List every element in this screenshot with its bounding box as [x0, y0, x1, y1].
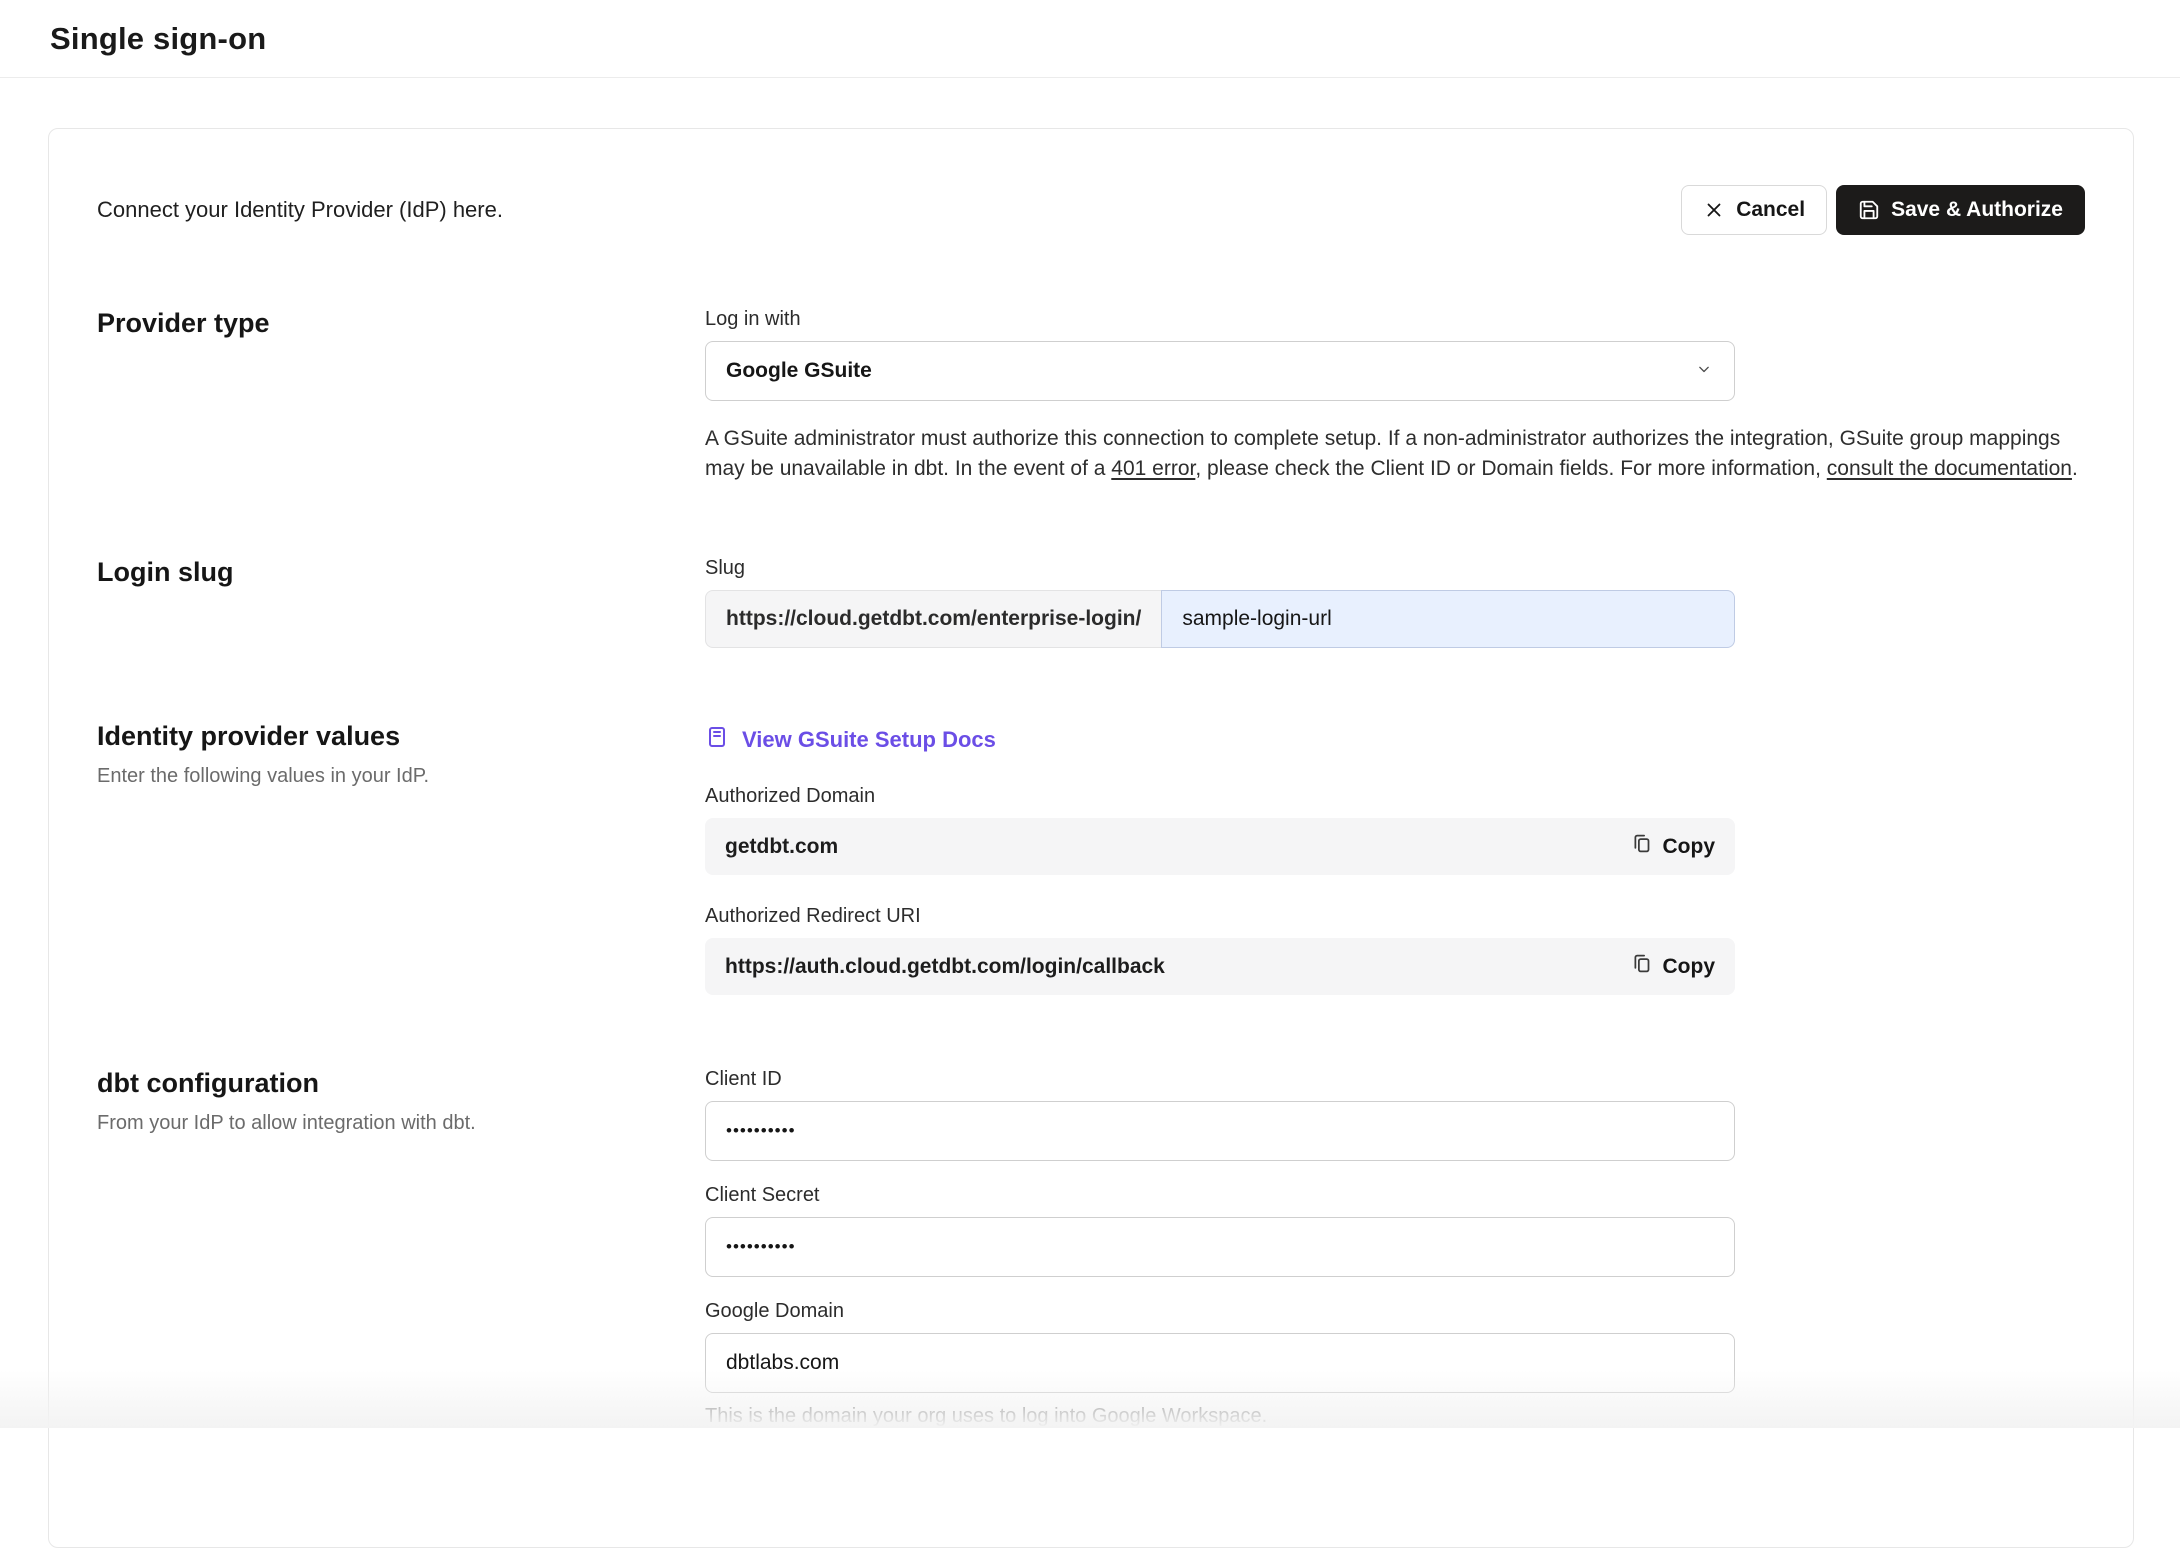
client-id-field[interactable]: [705, 1101, 1735, 1161]
provider-help-text: [705, 424, 2085, 484]
client-id-label: Client ID: [705, 1068, 2085, 1091]
chevron-down-icon: [1694, 359, 1714, 384]
slug-input-group: [705, 590, 1735, 648]
slug-label: Slug: [705, 557, 2085, 580]
section-login-slug: [97, 557, 2085, 648]
copy-button-label: Copy: [1663, 835, 1716, 859]
provider-select-value: Google GSuite: [726, 359, 872, 383]
help-text-part1: A GSuite administrator must authorize this connection to complete setup. If a non-administrator authorizes the integration, GSuite group mappings may be unavailable in dbt. In the event of a: [705, 427, 2060, 480]
authorized-domain-box: [705, 818, 1735, 875]
sso-settings-card: [48, 128, 2134, 1548]
google-domain-help-text: This is the domain your org uses to log into Google Workspace.: [705, 1405, 2085, 1428]
login-with-label: Log in with: [705, 308, 2085, 331]
link-consult-documentation[interactable]: consult the documentation: [1827, 457, 2072, 480]
idp-values-heading: Identity provider values: [97, 721, 675, 752]
view-gsuite-docs-label: View GSuite Setup Docs: [742, 727, 996, 753]
link-401-error[interactable]: 401 error: [1111, 457, 1195, 480]
section-provider-type: [97, 308, 2085, 484]
save-icon: [1858, 199, 1880, 221]
dbt-configuration-heading: dbt configuration: [97, 1068, 675, 1099]
save-authorize-button[interactable]: [1836, 185, 2085, 235]
intro-text: Connect your Identity Provider (IdP) here.: [97, 197, 503, 223]
provider-select[interactable]: [705, 341, 1735, 401]
page-header: [0, 0, 2180, 78]
document-icon: [705, 725, 729, 755]
intro-row: [97, 185, 2085, 235]
copy-authorized-redirect-button[interactable]: [1631, 953, 1716, 980]
google-domain-field[interactable]: [705, 1333, 1735, 1393]
slug-input[interactable]: [1161, 590, 1735, 648]
client-secret-label: Client Secret: [705, 1184, 2085, 1207]
dbt-configuration-subheading: From your IdP to allow integration with dbt.: [97, 1112, 675, 1135]
action-buttons: [1681, 185, 2085, 235]
help-text-part2: , please check the Client ID or Domain fields. For more information,: [1195, 457, 1826, 480]
google-domain-label: Google Domain: [705, 1300, 2085, 1323]
authorized-domain-label: Authorized Domain: [705, 785, 2085, 808]
authorized-redirect-box: [705, 938, 1735, 995]
close-icon: [1703, 199, 1725, 221]
client-secret-field[interactable]: [705, 1217, 1735, 1277]
copy-icon: [1631, 953, 1652, 980]
section-dbt-configuration: [97, 1068, 2085, 1428]
page-title: Single sign-on: [50, 21, 266, 57]
cancel-button-label: Cancel: [1736, 198, 1805, 222]
provider-type-heading: Provider type: [97, 308, 675, 339]
authorized-redirect-value: https://auth.cloud.getdbt.com/login/callback: [725, 955, 1165, 979]
login-slug-heading: Login slug: [97, 557, 675, 588]
idp-values-subheading: Enter the following values in your IdP.: [97, 765, 675, 788]
help-text-part3: .: [2072, 457, 2078, 480]
cancel-button[interactable]: [1681, 185, 1827, 235]
authorized-domain-value: getdbt.com: [725, 835, 838, 859]
view-gsuite-docs-link[interactable]: [705, 725, 996, 755]
copy-button-label: Copy: [1663, 955, 1716, 979]
copy-icon: [1631, 833, 1652, 860]
slug-url-prefix: https://cloud.getdbt.com/enterprise-login/: [705, 590, 1161, 648]
copy-authorized-domain-button[interactable]: [1631, 833, 1716, 860]
authorized-redirect-label: Authorized Redirect URI: [705, 905, 2085, 928]
save-authorize-button-label: Save & Authorize: [1891, 198, 2063, 222]
section-idp-values: [97, 721, 2085, 995]
